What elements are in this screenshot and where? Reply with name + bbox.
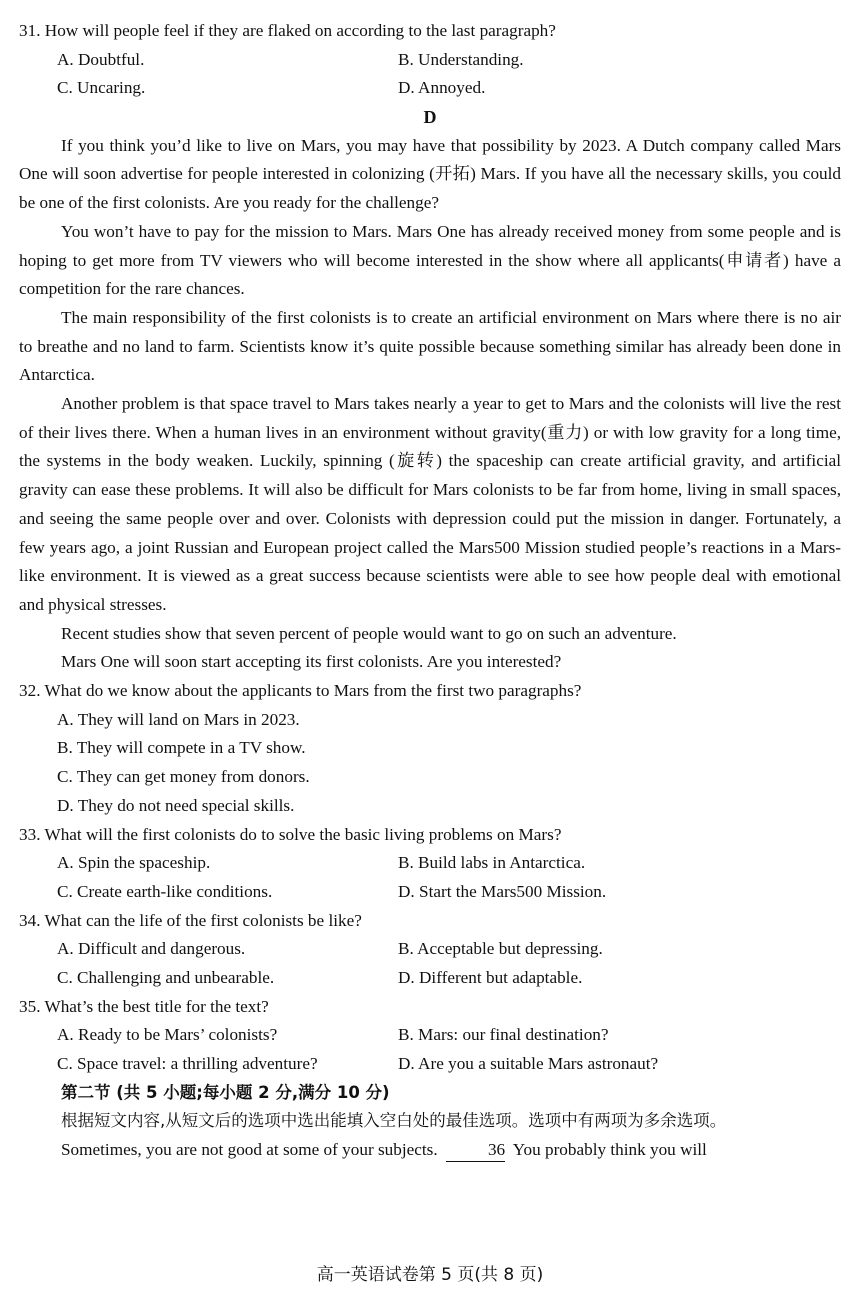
section-2-instructions: 根据短文内容,从短文后的选项中选出能填入空白处的最佳选项。选项中有两项为多余选项。 (61, 1111, 727, 1131)
question-35-stem: 35. What’s the best title for the text? (19, 996, 269, 1016)
option-32-d: D. They do not need special skills. (57, 795, 295, 815)
question-32-stem: 32. What do we know about the applicants to Mars from the first two paragraphs? (19, 681, 582, 701)
option-33-b: B. Build labs in Antarctica. (398, 853, 586, 873)
question-35-options-row-1 (19, 1021, 841, 1050)
section-2-passage-start (19, 1136, 841, 1165)
passage-paragraph-2: You won’t have to pay for the mission to Mars. Mars One has already received money from some people and is hoping to get more from TV viewers who will become interested in the show where all applicants(申请者) have a competition for the rare chances. (19, 221, 841, 299)
option-31-a: A. Doubtful. (57, 49, 145, 69)
option-31-c: C. Uncaring. (57, 78, 146, 98)
question-31-options-row-2 (19, 74, 841, 103)
option-34-b: B. Acceptable but depressing. (398, 939, 603, 959)
blank-36: 36 (446, 1139, 505, 1162)
option-34-d: D. Different but adaptable. (398, 967, 583, 987)
question-34-options-row-1 (19, 935, 841, 964)
option-33-d: D. Start the Mars500 Mission. (398, 881, 607, 901)
option-35-d: D. Are you a suitable Mars astronaut? (398, 1054, 659, 1074)
passage-label-d: D (423, 107, 437, 128)
option-32-c: C. They can get money from donors. (57, 767, 310, 787)
question-33-options-row-2 (19, 878, 841, 907)
page-footer: 高一英语试卷第 5 页(共 8 页) (316, 1265, 544, 1285)
option-33-a: A. Spin the spaceship. (57, 853, 211, 873)
option-31-d: D. Annoyed. (398, 78, 486, 98)
option-35-b: B. Mars: our final destination? (398, 1025, 609, 1045)
option-33-c: C. Create earth-like conditions. (57, 881, 273, 901)
question-34-stem: 34. What can the life of the first colonists be like? (19, 910, 362, 930)
option-31-b: B. Understanding. (398, 49, 524, 69)
passage-paragraph-6: Mars One will soon start accepting its first colonists. Are you interested? (61, 652, 562, 672)
passage-text-start: Sometimes, you are not good at some of your subjects. (61, 1140, 438, 1160)
question-31-options-row-1 (19, 46, 841, 75)
passage-paragraph-5: Recent studies show that seven percent of people would want to go on such an adventure. (61, 623, 677, 643)
question-34-options-row-2 (19, 964, 841, 993)
section-2-heading: 第二节 (共 5 小题;每小题 2 分,满分 10 分) (61, 1082, 390, 1102)
question-31-stem: 31. How will people feel if they are flaked on according to the last paragraph? (19, 21, 556, 40)
question-33-stem: 33. What will the first colonists do to solve the basic living problems on Mars? (19, 824, 562, 844)
question-35-options-row-2 (19, 1050, 841, 1079)
passage-paragraph-4: Another problem is that space travel to Mars takes nearly a year to get to Mars and the colonists will live the rest of their lives there. When a human lives in an environment without gravity(重力) or with low gravity for a long time, the systems in the body weaken. Luckily, spinning (旋转) the spaceship can create artificial gravity, and artificial gravity can ease these problems. It will also be difficult for Mars colonists to be far from home, living in small spaces, and seeing the same people over and over. Colonists with depression could put the mission in danger. Fortunately, a few years ago, a joint Russian and European project called the Mars500 Mission studied people’s reactions in a Mars-like environment. It is viewed as a great success because scientists were able to see how people deal with emotional and physical stresses. (19, 394, 841, 614)
option-35-c: C. Space travel: a thrilling adventure? (57, 1054, 318, 1074)
passage-paragraph-1: If you think you’d like to live on Mars, you may have that possibility by 2023. A Dutch company called Mars One will soon advertise for people interested in colonizing (开拓) Mars. If you have all the necessary skills, you could be one of the first colonists. Are you ready for the challenge? (19, 135, 841, 213)
option-35-a: A. Ready to be Mars’ colonists? (57, 1025, 278, 1045)
option-32-b: B. They will compete in a TV show. (57, 738, 306, 758)
option-34-c: C. Challenging and unbearable. (57, 967, 275, 987)
option-34-a: A. Difficult and dangerous. (57, 939, 246, 959)
question-33-options-row-1 (19, 849, 841, 878)
exam-page (19, 17, 841, 1165)
option-32-a: A. They will land on Mars in 2023. (57, 709, 300, 729)
passage-paragraph-3: The main responsibility of the first colonists is to create an artificial environment on Mars where there is no air to breathe and no land to farm. Scientists know it’s quite possible because something similar has already been done in Antarctica. (19, 307, 841, 385)
passage-text-continue: You probably think you will (512, 1140, 707, 1160)
